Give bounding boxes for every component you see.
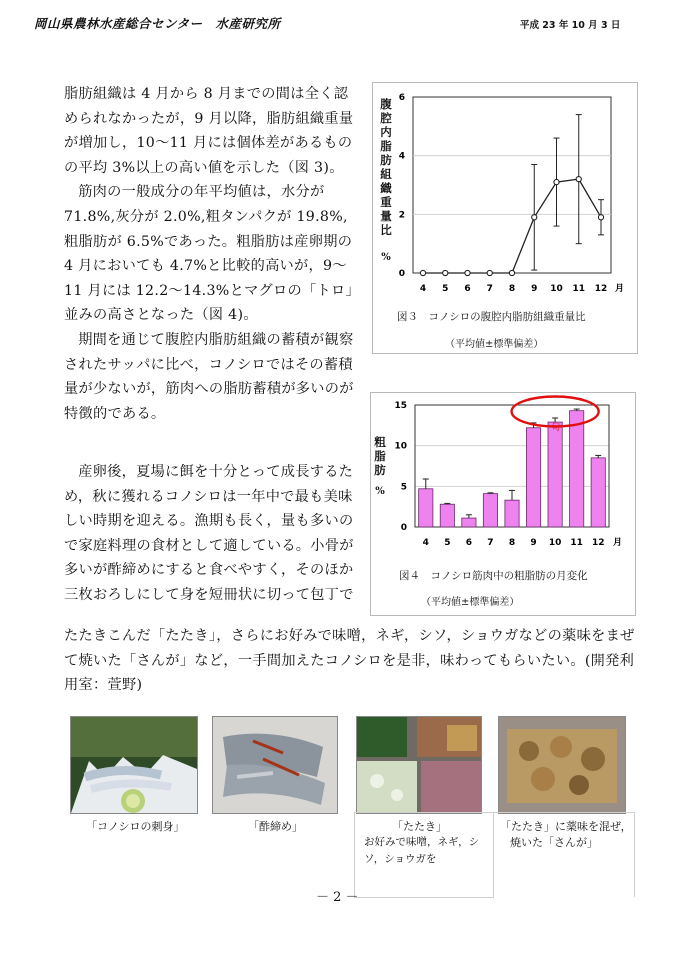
fig3-xtick-label: 7 [486,284,493,294]
sanga-photo [498,716,626,814]
photo-2-caption: 「酢締め」 [248,820,303,833]
fig3-xtick-label: 10 [550,284,563,294]
fig3-data-point [576,177,581,182]
sashimi-image [71,717,197,813]
fig4-subtitle: （平均値±標準偏差） [421,597,520,608]
fig4-xtick-label: 5 [444,538,451,548]
header-date: 平成 23 年 10 月 3 日 [520,20,621,31]
fig4-bar [462,518,476,527]
fig4-xtick-label: 4 [422,538,429,548]
fig3-caption: 図３ コノシロの腹腔内脂肪組織重量比 [397,311,586,323]
figure-3-chart [373,83,637,308]
fig4-xtick-label: 8 [508,538,516,548]
fig3-ylabel: 腹腔内脂肪組織重量比 [380,97,392,237]
fig4-bar [526,428,540,527]
fig4-bar [505,500,519,527]
fig3-subtitle: （平均値±標準偏差） [445,339,544,350]
fig4-bar [483,494,497,527]
fig3-data-point [532,215,537,220]
fig3-data-point [598,215,603,220]
figure-4-box [370,392,636,616]
fig4-annotation: 旬 [551,423,561,434]
page-number: － 2 － [316,890,359,905]
fig3-data-point [554,179,559,184]
photo-3-note: お好みで味噌，ネギ，シソ，ショウガを [364,836,480,865]
fig4-bar [591,458,605,527]
fig4-ytick-label: 15 [394,401,407,411]
fig4-ytick-label: 10 [394,441,407,452]
fig4-bar [548,422,562,527]
fig4-ylabel: 粗脂肪 [374,435,386,477]
fig3-xtick-label: 11 [572,284,586,294]
fig4-bar [440,504,454,527]
fig4-bar [570,411,584,527]
tataki-photo [356,716,482,814]
vinegar-image [213,717,337,813]
vinegar-photo [212,716,338,814]
fig4-ytick-label: 0 [400,523,407,533]
tataki-image [357,717,481,813]
fig3-plot-frame [413,97,611,273]
body-text-narrow [64,82,358,426]
fig3-xtick-label: 8 [508,284,516,294]
fig3-ytick-label: 2 [398,210,405,221]
fig4-caption: 図４ コノシロ筋肉中の粗脂肪の月変化 [399,570,588,582]
figure-4-chart [371,393,635,561]
paragraph-4-continued: たたきこんだ「たたき」，さらにお好みで味噌，ネギ，シソ，ショウガなどの薬味をまぜて焼いた「さんが」など，一手間加えたコノシロを是非，味わってもらいたい。(開発利用室：萱野) [64,628,635,694]
sanga-image [499,717,625,813]
photo-4-caption-line1: 「たたき」に薬味を混ぜ， [500,820,632,833]
figure-3-box [372,82,638,354]
fig3-xtick-label: 9 [531,284,538,294]
fig3-data-point [443,270,448,275]
fig4-yunit: % [375,486,385,497]
paragraph-3: 期間を通じて腹腔内脂肪組織の蓄積が観察されたサッパに比べ，コノシロではその蓄積量が少ないが，筋肉への脂肪蓄積が多いのが特徴的である。 [64,331,354,422]
fig4-xunit: 月 [613,538,623,548]
paragraph-4-container [64,460,358,608]
fig3-data-point [487,270,492,275]
fig3-data-point [420,270,425,275]
fig4-bar [419,489,433,527]
photo-4-caption-line2: 焼いた「さんが」 [510,836,598,849]
fig3-ytick-label: 0 [398,269,405,279]
fig4-xtick-label: 11 [570,538,583,548]
photo-1-caption: 「コノシロの刺身」 [86,820,185,833]
fig4-xtick-label: 7 [487,538,494,548]
fig3-ytick-label: 4 [398,151,405,162]
fig3-yunit: % [381,252,391,263]
fig3-data-point [509,270,514,275]
fig4-ytick-label: 5 [400,482,407,493]
paragraph-4: 産卵後，夏場に餌を十分とって成長するため，秋に獲れるコノシロは一年中で最も美味しい時期を迎える。漁期も長く，量も多いので家庭料理の食材として適している。小骨が多いが酢締めにすると食べやすく，そのほか三枚おろしにして身を短冊状に切って包丁で [64,464,354,603]
fig3-data-point [465,270,470,275]
fig3-xtick-label: 5 [442,284,449,294]
fig4-xtick-label: 6 [465,538,473,548]
fig4-xtick-label: 12 [591,538,605,548]
fig3-xtick-label: 4 [419,284,427,294]
photo-3-caption: 「たたき」 [392,820,447,833]
paragraph-1: 脂肪組織は 4 月から 8 月までの間は全く認められなかったが，9 月以降，脂肪組織重量が増加し，10～11 月には個体差があるものの平均 3%以上の高い値を示した（図 3)。 [64,86,354,176]
fig4-xtick-label: 10 [548,538,562,548]
fig3-xtick-label: 12 [594,284,608,294]
fig4-xtick-label: 9 [530,538,537,548]
paragraph-2: 筋肉の一般成分の年平均値は，水分が 71.8%,灰分が 2.0%,粗タンパクが 19.8%,粗脂肪が 6.5%であった。粗脂肪は産卵期の 4 月においても 4.7%と比較的高いが，9～11 月には 12.2～14.3%とマグロの「トロ」並みの高さとなった（図 4)。 [64,184,353,324]
fig3-ytick-label: 6 [398,93,405,103]
fig3-series-line [423,179,601,273]
fig3-xunit: 月 [615,284,625,294]
sashimi-photo [70,716,198,814]
fig3-xtick-label: 6 [464,284,471,294]
header-org: 岡山県農林水産総合センター 水産研究所 [34,16,281,31]
